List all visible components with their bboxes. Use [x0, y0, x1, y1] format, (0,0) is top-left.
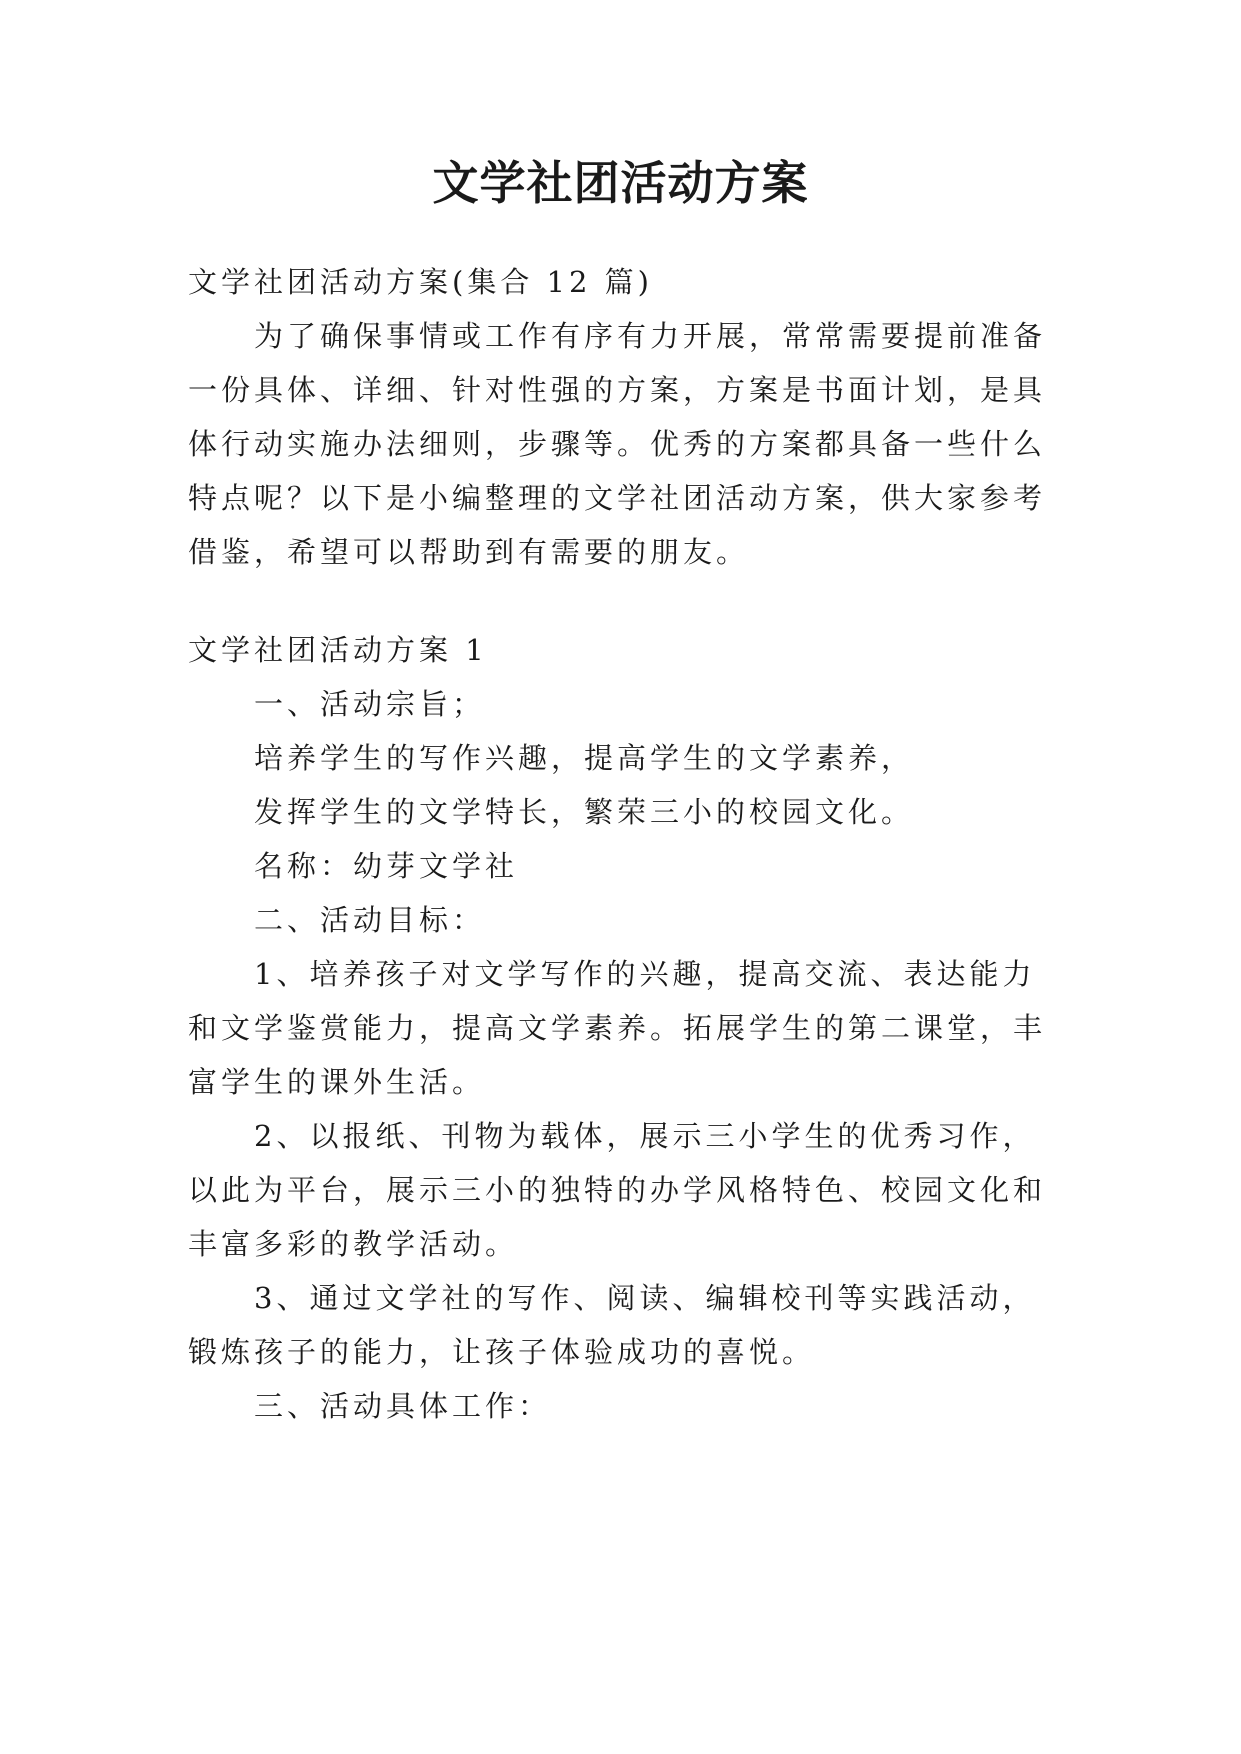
- document-subtitle: 文学社团活动方案(集合 12 篇): [188, 265, 653, 299]
- intro-line: 体行动实施办法细则，步骤等。优秀的方案都具备一些什么: [188, 427, 1047, 461]
- body-line: 三、活动具体工作：: [254, 1389, 552, 1423]
- body-line: 以此为平台，展示三小的独特的办学风格特色、校园文化和: [188, 1173, 1047, 1207]
- body-line: 3、通过文学社的写作、阅读、编辑校刊等实践活动，: [254, 1281, 1036, 1315]
- document-title: 文学社团活动方案: [432, 156, 809, 210]
- body-line: 名称：幼芽文学社: [254, 849, 519, 883]
- body-line: 和文学鉴赏能力，提高文学素养。拓展学生的第二课堂，丰: [188, 1011, 1047, 1045]
- intro-line: 为了确保事情或工作有序有力开展，常常需要提前准备: [254, 319, 1047, 353]
- body-line: 二、活动目标：: [254, 903, 486, 937]
- body-line: 锻炼孩子的能力，让孩子体验成功的喜悦。: [188, 1335, 816, 1369]
- intro-line: 借鉴，希望可以帮助到有需要的朋友。: [188, 535, 750, 569]
- body-line: 丰富多彩的教学活动。: [188, 1227, 519, 1261]
- body-line: 富学生的课外生活。: [188, 1065, 486, 1099]
- section-heading: 文学社团活动方案 1: [188, 633, 488, 667]
- body-line: 一、活动宗旨；: [254, 687, 486, 721]
- intro-line: 一份具体、详细、针对性强的方案，方案是书面计划，是具: [188, 373, 1047, 407]
- body-line: 1、培养孩子对文学写作的兴趣，提高交流、表达能力: [254, 957, 1036, 991]
- intro-line: 特点呢？以下是小编整理的文学社团活动方案，供大家参考: [188, 481, 1047, 515]
- body-line: 2、以报纸、刊物为载体，展示三小学生的优秀习作，: [254, 1119, 1036, 1153]
- body-line: 培养学生的写作兴趣，提高学生的文学素养，: [254, 741, 915, 775]
- body-line: 发挥学生的文学特长，繁荣三小的校园文化。: [254, 795, 915, 829]
